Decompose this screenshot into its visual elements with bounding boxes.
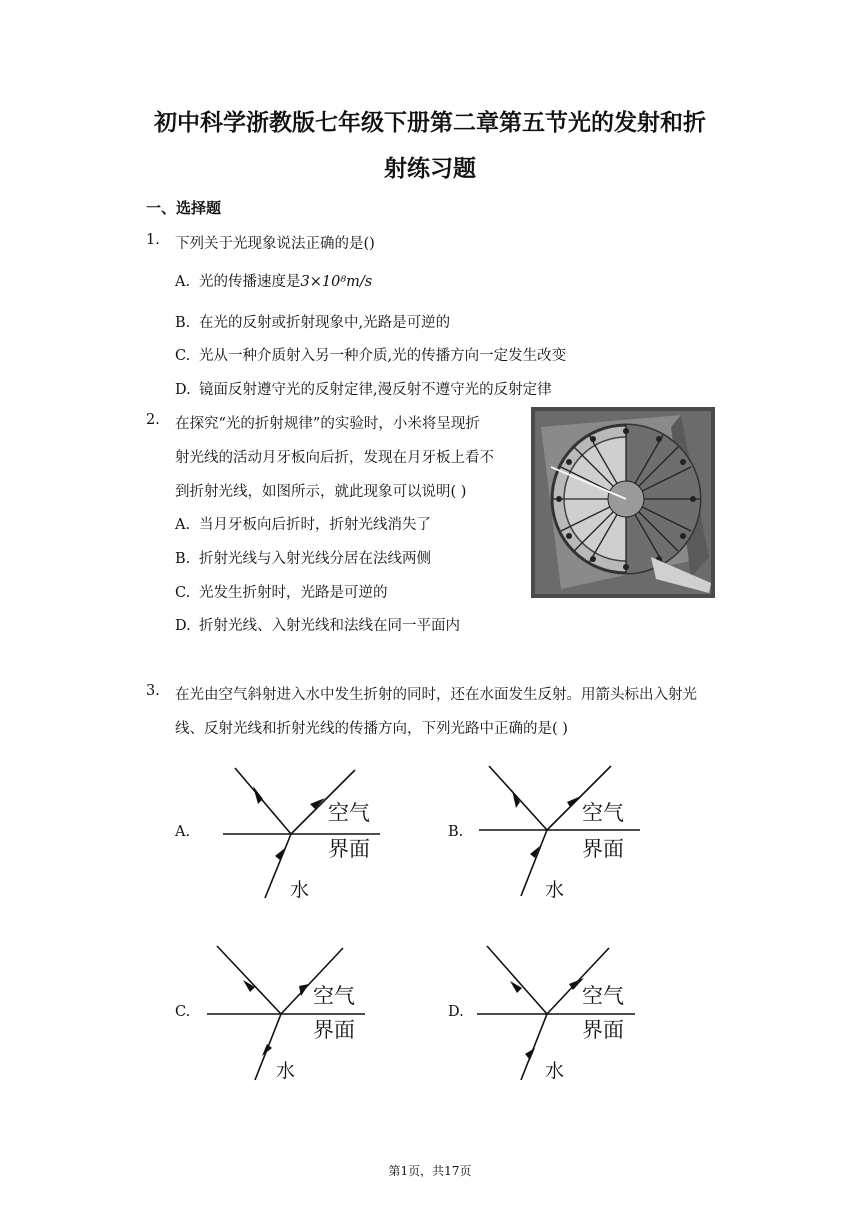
diagram-b-water: 水 <box>545 879 565 901</box>
diagram-a-label: A. <box>175 824 191 840</box>
q2-option-d <box>175 614 460 635</box>
section-heading: 一、选择题 <box>146 199 222 217</box>
diagram-c-air: 空气 <box>313 984 355 1008</box>
diagram-d-interface: 界面 <box>582 1018 624 1042</box>
diagram-b-label: B. <box>448 824 464 840</box>
option-text: 光发生折射时，光路是可逆的 <box>199 585 388 601</box>
diagram-d <box>475 940 655 1090</box>
option-text: 折射光线与入射光线分居在法线两侧 <box>199 551 431 567</box>
page-title <box>120 100 740 192</box>
q2-number: 2. <box>146 412 160 428</box>
title-line-1: 初中科学浙教版七年级下册第二章第五节光的发射和折 <box>154 110 706 136</box>
option-text: 折射光线、入射光线和法线在同一平面内 <box>199 618 460 634</box>
option-label: D. <box>175 618 191 634</box>
diagram-a-interface: 界面 <box>328 837 370 861</box>
option-label: C. <box>175 348 191 364</box>
diagram-a-air: 空气 <box>328 801 370 825</box>
option-math: 3×10⁸m/s <box>300 274 373 290</box>
q1-option-c <box>175 344 566 365</box>
diagram-b <box>475 760 655 905</box>
option-label: C. <box>175 585 191 601</box>
option-label: B. <box>175 551 191 567</box>
q2-stem-line-3: 到折射光线，如图所示，就此现象可以说明( ) <box>175 484 467 500</box>
diagram-c-water: 水 <box>276 1060 296 1082</box>
option-text: 光从一种介质射入另一种介质,光的传播方向一定发生改变 <box>199 348 567 364</box>
diagram-c-interface: 界面 <box>313 1018 355 1042</box>
diagram-d-air: 空气 <box>582 984 624 1008</box>
q2-option-b <box>175 547 431 568</box>
diagram-c-label: C. <box>175 1004 191 1020</box>
q3-stem-line-1: 在光由空气斜射进入水中发生折射的同时，还在水面发生反射。用箭头标出入射光 <box>175 687 697 703</box>
q1-option-d <box>175 378 552 399</box>
diagram-a-water: 水 <box>290 879 310 901</box>
diagram-b-air: 空气 <box>582 801 624 825</box>
option-text: 当月牙板向后折时，折射光线消失了 <box>199 517 431 533</box>
diagram-b-interface: 界面 <box>582 837 624 861</box>
page-footer: 第1页，共17页 <box>388 1164 472 1178</box>
option-label: B. <box>175 315 191 331</box>
option-text: 光的传播速度是 <box>199 274 301 290</box>
q3-number: 3. <box>146 683 160 699</box>
q3-stem-line-2: 线、反射光线和折射光线的传播方向，下列光路中正确的是( ) <box>175 721 568 737</box>
q1-option-a <box>175 270 372 291</box>
q2-stem-line-2: 射光线的活动月牙板向后折，发现在月牙板上看不 <box>175 450 494 466</box>
option-text: 镜面反射遵守光的反射定律,漫反射不遵守光的反射定律 <box>199 382 552 398</box>
q1-option-b <box>175 311 450 332</box>
q2-option-c <box>175 581 388 602</box>
q2-option-a <box>175 513 431 534</box>
option-label: A. <box>175 517 191 533</box>
q2-stem-line-1: 在探究“光的折射规律”的实验时，小米将呈现折 <box>175 416 480 432</box>
diagram-d-water: 水 <box>545 1060 565 1082</box>
option-text: 在光的反射或折射现象中,光路是可逆的 <box>199 315 451 331</box>
q1-number: 1. <box>146 232 160 248</box>
option-label: A. <box>175 274 191 290</box>
experiment-photo <box>531 407 715 598</box>
title-line-2: 射练习题 <box>384 156 476 182</box>
diagram-d-label: D. <box>448 1004 464 1020</box>
q1-stem: 下列关于光现象说法正确的是() <box>175 236 375 252</box>
option-label: D. <box>175 382 191 398</box>
